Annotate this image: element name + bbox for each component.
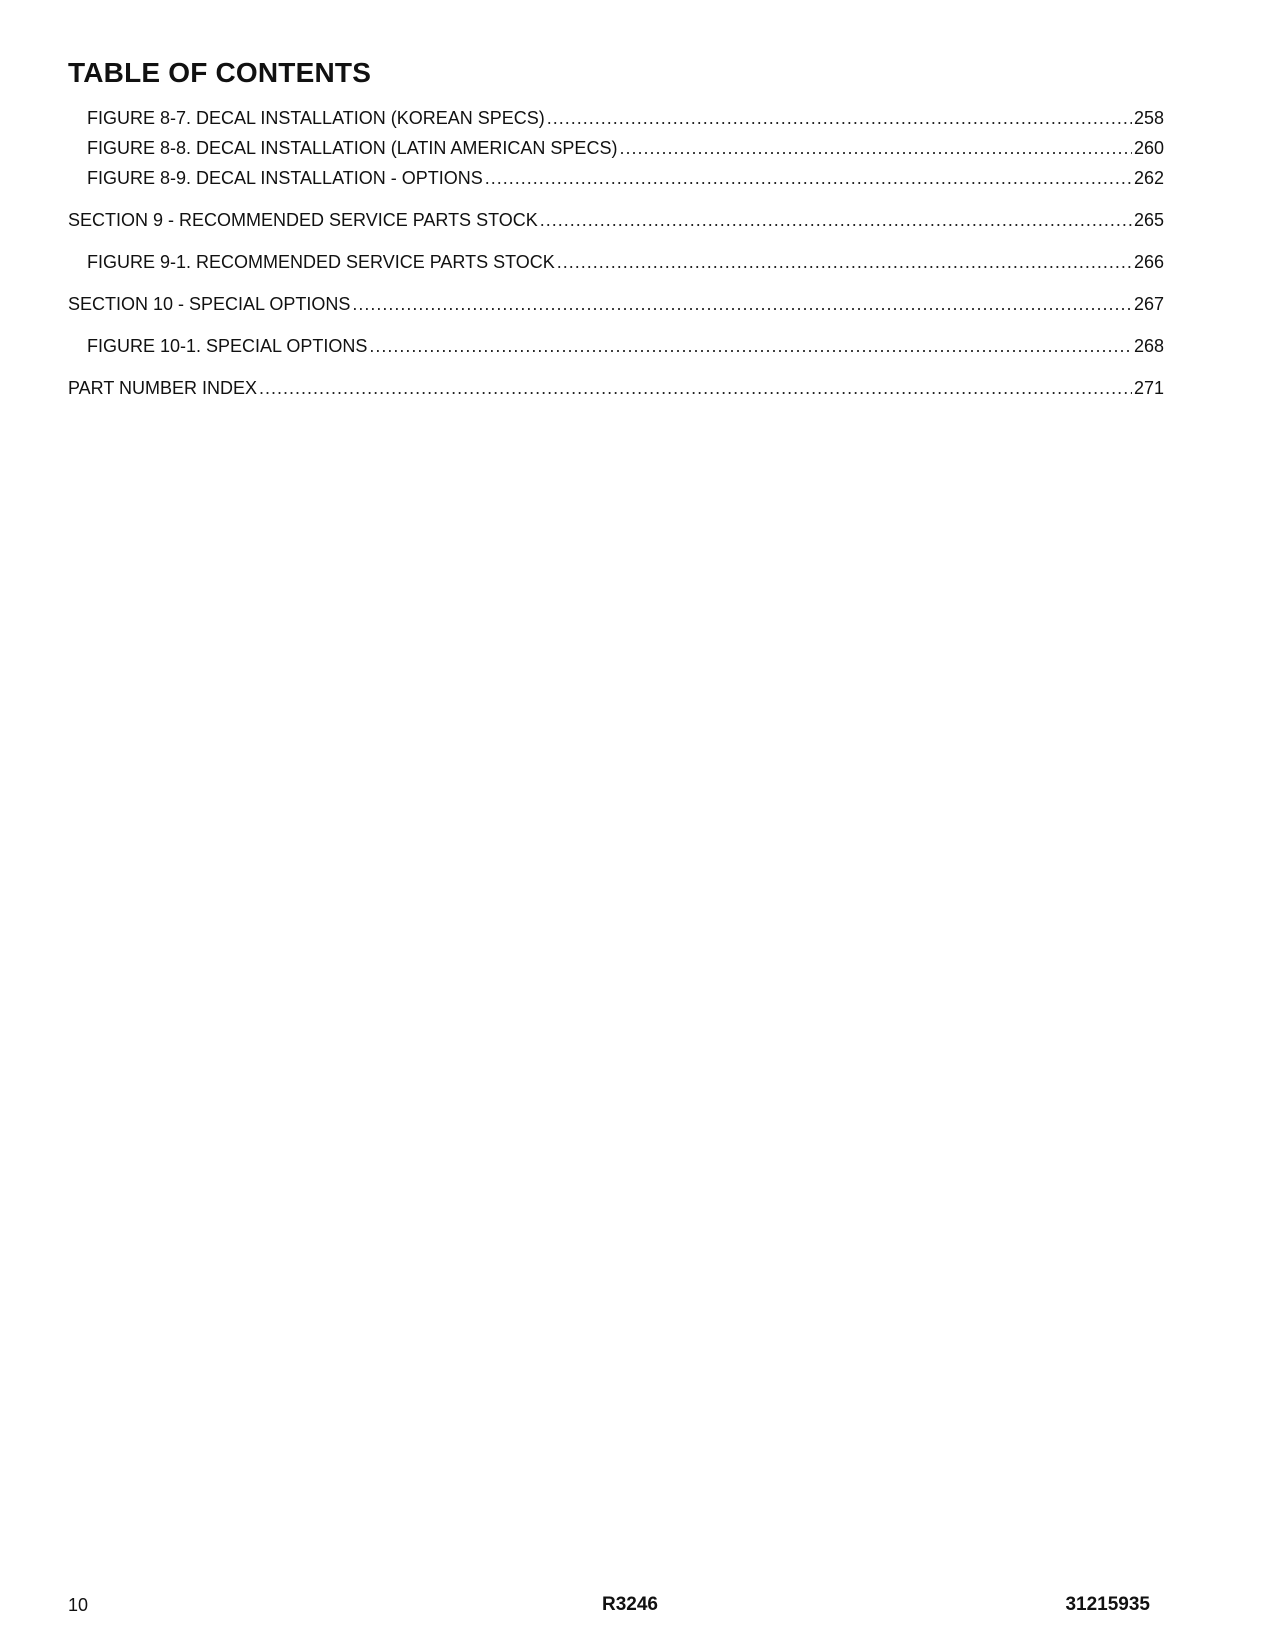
dot-leader [557,250,1132,274]
toc-entry[interactable] [87,136,1164,160]
toc-entry-title: SECTION 9 - RECOMMENDED SERVICE PARTS STOCK [68,210,538,230]
page-title: TABLE OF CONTENTS [68,57,372,88]
toc-entry-page: 267 [1133,294,1164,314]
toc-entry-title: PART NUMBER INDEX [68,378,258,398]
toc-entry-page: 268 [1133,336,1164,356]
dot-leader [369,334,1132,358]
toc-entry-title: SECTION 10 - SPECIAL OPTIONS [68,294,351,314]
toc-entry[interactable] [68,208,1164,232]
toc-entry[interactable] [87,250,1164,274]
dot-leader [619,136,1132,160]
toc-entry-page: 262 [1133,168,1164,188]
toc-entry-page: 258 [1133,108,1164,128]
toc-entry-title: FIGURE 9-1. RECOMMENDED SERVICE PARTS STOCK [87,252,555,272]
toc-entry-title: FIGURE 8-7. DECAL INSTALLATION (KOREAN SPECS) [87,108,545,128]
toc-entry[interactable] [87,106,1164,130]
footer-page-number: 10 [68,1595,89,1615]
toc-entry-page: 271 [1133,378,1164,398]
dot-leader [540,208,1132,232]
toc-entry[interactable] [87,166,1164,190]
toc-entry[interactable] [68,376,1164,400]
footer-document-number: 31215935 [1065,1594,1150,1615]
toc-entry-page: 260 [1133,138,1164,158]
toc-entry-title: FIGURE 8-8. DECAL INSTALLATION (LATIN AMERICAN SPECS) [87,138,618,158]
toc-entry[interactable] [87,334,1164,358]
toc-entry-page: 266 [1133,252,1164,272]
dot-leader [485,166,1132,190]
toc-entry-page: 265 [1133,210,1164,230]
footer-revision: R3246 [602,1594,658,1615]
dot-leader [352,292,1132,316]
toc-entry-title: FIGURE 10-1. SPECIAL OPTIONS [87,336,368,356]
toc-entry-title: FIGURE 8-9. DECAL INSTALLATION - OPTIONS [87,168,483,188]
page-footer [0,1592,1275,1618]
toc-entry[interactable] [68,292,1164,316]
dot-leader [259,376,1132,400]
dot-leader [547,106,1132,130]
